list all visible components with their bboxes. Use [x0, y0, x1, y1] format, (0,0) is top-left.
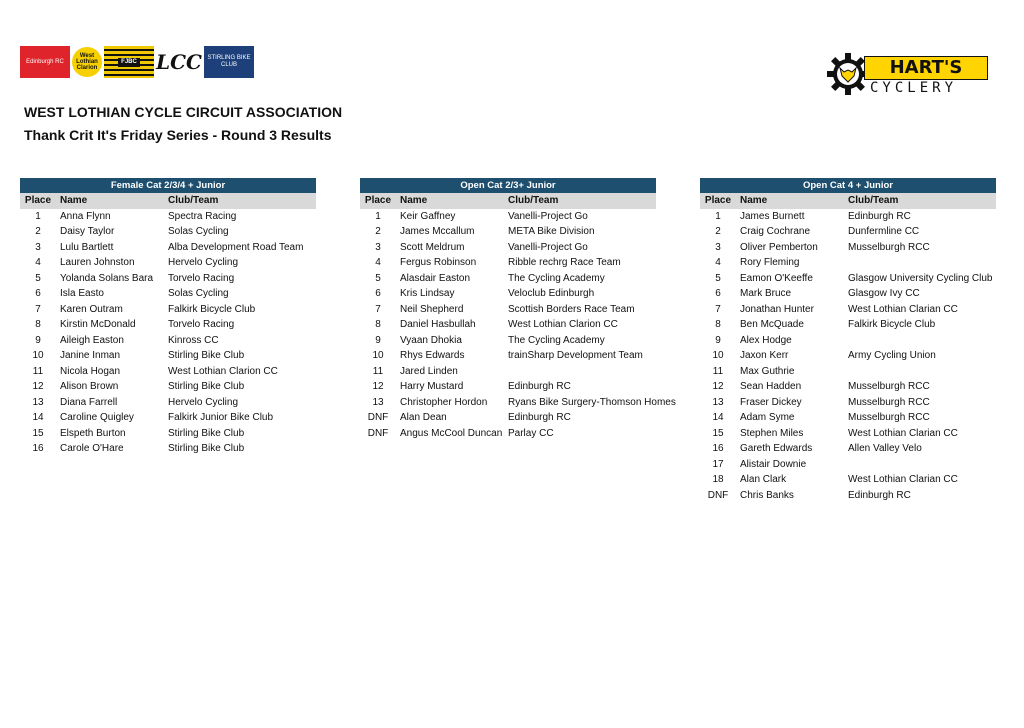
table-row	[360, 426, 656, 442]
row-club: Falkirk Bicycle Club	[848, 319, 936, 330]
row-name: Caroline Quigley	[60, 412, 134, 423]
stirling-bike-club-logo	[204, 46, 254, 78]
row-club: Musselburgh RCC	[848, 412, 930, 423]
row-club: The Cycling Academy	[508, 334, 605, 346]
row-name: Gareth Edwards	[740, 443, 813, 454]
row-place: 11	[32, 365, 44, 377]
row-place: 18	[712, 474, 724, 485]
table-row	[700, 488, 996, 504]
row-name: Nicola Hogan	[60, 365, 121, 377]
row-club: Edinburgh RC	[508, 412, 571, 423]
row-name: Vyaan Dhokia	[400, 334, 462, 346]
row-place: 6	[35, 288, 41, 299]
table-title: Female Cat 2/3/4 + Junior	[20, 178, 316, 193]
table-row	[20, 209, 316, 225]
table-row	[700, 364, 996, 380]
row-club: Stirling Bike Club	[168, 427, 245, 439]
column-header-club: Club/Team	[508, 195, 559, 206]
row-club: Ryans Bike Surgery-Thomson Homes	[508, 396, 676, 408]
row-club: Edinburgh RC	[848, 210, 911, 222]
table-row	[360, 255, 656, 271]
row-place: 3	[715, 241, 721, 253]
row-place: 12	[372, 381, 384, 392]
table-row	[20, 224, 316, 240]
table-row	[20, 333, 316, 349]
row-club: West Lothian Clarian CC	[848, 474, 958, 485]
row-name: Alison Brown	[60, 381, 119, 392]
column-header-name: Name	[740, 195, 768, 206]
table-row	[700, 410, 996, 426]
row-name: Kris Lindsay	[400, 288, 455, 299]
row-place: 5	[35, 272, 41, 284]
column-header-place: Place	[704, 195, 732, 206]
table-row	[700, 209, 996, 225]
row-place: 1	[35, 210, 41, 222]
row-place: 10	[372, 350, 384, 361]
row-place: 16	[32, 443, 44, 454]
row-name: Jared Linden	[400, 365, 458, 377]
table-row	[360, 379, 656, 395]
table-title: Open Cat 2/3+ Junior	[360, 178, 656, 193]
table-row	[700, 271, 996, 287]
table-row	[20, 395, 316, 411]
row-name: Elspeth Burton	[60, 427, 126, 439]
table-row	[360, 364, 656, 380]
table-row	[20, 271, 316, 287]
page-subtitle: Thank Crit It's Friday Series - Round 3 Results	[24, 127, 332, 143]
row-name: Lulu Bartlett	[60, 241, 114, 253]
row-place: 12	[32, 381, 44, 392]
table-row	[360, 395, 676, 411]
row-name: Neil Shepherd	[400, 303, 464, 315]
row-name: Diana Farrell	[60, 396, 118, 408]
west-lothian-clarion-logo-text: West Lothian Clarion	[76, 53, 98, 71]
row-name: Rhys Edwards	[400, 350, 465, 361]
fjbc-logo	[104, 46, 154, 78]
table-row	[700, 240, 996, 256]
stirling-bike-club-logo-text: STIRLING BIKE CLUB	[207, 55, 251, 68]
row-place: 2	[35, 226, 41, 237]
row-place: 4	[35, 257, 41, 268]
row-name: Rory Fleming	[740, 257, 800, 268]
results-table-open-cat-23-junior	[360, 178, 676, 441]
row-place: 12	[712, 381, 724, 392]
edinburgh-rc-logo-text: Edinburgh RC	[26, 58, 64, 65]
table-row	[700, 457, 996, 473]
table-row	[700, 379, 996, 395]
row-club: West Lothian Clarion CC	[508, 319, 618, 330]
row-club: Vanelli-Project Go	[508, 241, 588, 253]
row-name: Aileigh Easton	[60, 334, 124, 346]
row-place: 8	[35, 319, 41, 330]
table-column-headers	[20, 193, 316, 209]
row-place: 14	[712, 412, 724, 423]
row-place: 2	[715, 226, 721, 237]
row-club: Vanelli-Project Go	[508, 210, 588, 222]
row-name: Scott Meldrum	[400, 241, 465, 253]
table-row	[360, 333, 656, 349]
table-row	[700, 302, 996, 318]
harts-brand-name: HART'S	[864, 56, 988, 80]
sponsor-logos	[20, 46, 254, 78]
row-place: 4	[715, 257, 721, 268]
row-name: Jaxon Kerr	[740, 350, 789, 361]
west-lothian-clarion-logo	[70, 46, 104, 78]
row-name: Alan Dean	[400, 412, 447, 423]
row-place: 6	[375, 288, 381, 299]
row-name: Max Guthrie	[740, 365, 795, 377]
table-row	[360, 286, 656, 302]
lcc-logo-text: LCC	[156, 49, 202, 74]
row-name: Ben McQuade	[740, 319, 804, 330]
row-club: West Lothian Clarian CC	[848, 303, 958, 315]
row-name: James Mccallum	[400, 226, 475, 237]
row-name: Daniel Hasbullah	[400, 319, 476, 330]
row-name: Christopher Hordon	[400, 396, 488, 408]
row-name: Daisy Taylor	[60, 226, 115, 237]
row-place: 7	[375, 303, 381, 315]
row-place: 10	[712, 350, 724, 361]
row-name: Kirstin McDonald	[60, 319, 136, 330]
row-name: Janine Inman	[60, 350, 121, 361]
table-row	[360, 317, 656, 333]
row-club: Edinburgh RC	[848, 489, 911, 501]
row-club: Edinburgh RC	[508, 381, 571, 392]
row-place: 9	[35, 334, 41, 346]
row-club: Ribble rechrg Race Team	[508, 257, 621, 268]
table-column-headers	[700, 193, 996, 209]
row-place: 13	[372, 396, 384, 408]
table-title: Open Cat 4 + Junior	[700, 178, 996, 193]
row-club: Glasgow University Cycling Club	[848, 272, 993, 284]
row-club: Hervelo Cycling	[168, 396, 239, 408]
results-table-female-cat-234-junior	[20, 178, 316, 457]
row-name: Mark Bruce	[740, 288, 792, 299]
row-club: trainSharp Development Team	[508, 350, 643, 361]
row-club: Stirling Bike Club	[168, 350, 245, 361]
row-club: Parlay CC	[508, 427, 554, 439]
table-row	[700, 348, 996, 364]
row-place: 13	[32, 396, 44, 408]
row-name: Alex Hodge	[740, 334, 792, 346]
row-place: DNF	[367, 412, 389, 423]
column-header-club: Club/Team	[848, 195, 899, 206]
row-place: 6	[715, 288, 721, 299]
table-row	[700, 472, 996, 488]
row-club: Musselburgh RCC	[848, 381, 930, 392]
table-row	[20, 348, 316, 364]
row-club: Dunfermline CC	[848, 226, 920, 237]
table-row	[20, 426, 316, 442]
row-place: 11	[712, 365, 724, 377]
table-row	[700, 255, 996, 271]
row-name: Keir Gaffney	[400, 210, 456, 222]
row-club	[848, 457, 996, 473]
row-club: West Lothian Clarian CC	[848, 427, 958, 439]
row-club: Solas Cycling	[168, 288, 229, 299]
row-place: 4	[375, 257, 381, 268]
row-name: Harry Mustard	[400, 381, 464, 392]
row-name: Craig Cochrane	[740, 226, 811, 237]
row-name: Angus McCool Duncan	[400, 427, 503, 439]
row-place: 1	[715, 210, 721, 222]
row-name: Chris Banks	[740, 489, 794, 501]
row-club	[508, 364, 656, 380]
row-name: Fraser Dickey	[740, 396, 802, 408]
row-place: DNF	[707, 489, 729, 501]
row-name: Adam Syme	[740, 412, 795, 423]
row-place: 7	[715, 303, 721, 315]
row-club: Stirling Bike Club	[168, 381, 245, 392]
row-name: Isla Easto	[60, 288, 104, 299]
row-club: Falkirk Junior Bike Club	[168, 412, 274, 423]
row-club: Musselburgh RCC	[848, 241, 930, 253]
row-place: DNF	[367, 427, 389, 439]
row-club: META Bike Division	[508, 226, 595, 237]
row-place: 8	[715, 319, 721, 330]
table-row	[20, 379, 316, 395]
row-name: Eamon O'Keeffe	[740, 272, 813, 284]
row-club: Falkirk Bicycle Club	[168, 303, 256, 315]
table-row	[360, 348, 656, 364]
row-place: 16	[712, 443, 724, 454]
row-place: 3	[375, 241, 381, 253]
row-name: Carole O'Hare	[60, 443, 124, 454]
table-row	[20, 286, 316, 302]
row-place: 17	[712, 458, 724, 470]
row-club: West Lothian Clarion CC	[168, 365, 278, 377]
row-place: 9	[715, 334, 721, 346]
row-club	[848, 364, 996, 380]
table-row	[360, 271, 656, 287]
table-row	[20, 410, 316, 426]
table-row	[700, 317, 996, 333]
row-club: Army Cycling Union	[848, 350, 936, 361]
lcc-logo	[154, 46, 204, 78]
page-title: WEST LOTHIAN CYCLE CIRCUIT ASSOCIATION	[24, 104, 343, 120]
column-header-place: Place	[364, 195, 392, 206]
harts-brand-sub: CYCLERY	[870, 80, 958, 96]
table-row	[360, 410, 656, 426]
row-place: 10	[32, 350, 44, 361]
row-club: Solas Cycling	[168, 226, 229, 237]
table-row	[20, 441, 316, 457]
row-name: Sean Hadden	[740, 381, 802, 392]
table-row	[700, 333, 996, 349]
row-name: Alasdair Easton	[400, 272, 471, 284]
table-row	[700, 426, 996, 442]
row-name: Oliver Pemberton	[740, 241, 818, 253]
row-club: Musselburgh RCC	[848, 396, 930, 408]
table-column-headers	[360, 193, 656, 209]
row-name: Karen Outram	[60, 303, 123, 315]
row-name: Stephen Miles	[740, 427, 804, 439]
row-club: Alba Development Road Team	[168, 241, 304, 253]
results-table-open-cat-4-junior	[700, 178, 996, 503]
row-club: Allen Valley Velo	[848, 443, 922, 454]
row-place: 13	[712, 396, 724, 408]
row-place: 15	[712, 427, 724, 439]
row-club: Stirling Bike Club	[168, 443, 245, 454]
row-club: Veloclub Edinburgh	[508, 288, 595, 299]
row-name: Yolanda Solans Bara	[60, 272, 154, 284]
row-place: 5	[375, 272, 381, 284]
row-place: 5	[715, 272, 721, 284]
row-name: Anna Flynn	[60, 210, 111, 222]
row-club: Hervelo Cycling	[168, 257, 239, 268]
table-row	[700, 224, 996, 240]
row-name: Jonathan Hunter	[740, 303, 814, 315]
table-row	[360, 224, 656, 240]
row-club: Torvelo Racing	[168, 319, 235, 330]
row-place: 9	[375, 334, 381, 346]
row-club	[848, 255, 996, 271]
column-header-place: Place	[24, 195, 52, 206]
row-place: 2	[375, 226, 381, 237]
table-row	[360, 302, 656, 318]
table-row	[700, 441, 996, 457]
table-row	[360, 240, 656, 256]
table-row	[20, 302, 316, 318]
harts-cyclery-logo	[826, 52, 986, 100]
row-place: 1	[375, 210, 381, 222]
row-club	[848, 333, 996, 349]
fjbc-logo-text: FJBC	[118, 58, 140, 67]
row-club: Spectra Racing	[168, 210, 237, 222]
edinburgh-rc-logo	[20, 46, 70, 78]
column-header-club: Club/Team	[168, 195, 219, 206]
row-club: Scottish Borders Race Team	[508, 303, 635, 315]
row-place: 3	[35, 241, 41, 253]
table-row	[700, 286, 996, 302]
row-name: Lauren Johnston	[60, 257, 135, 268]
row-name: Alan Clark	[740, 474, 787, 485]
column-header-name: Name	[60, 195, 88, 206]
row-name: Fergus Robinson	[400, 257, 477, 268]
table-row	[20, 317, 316, 333]
row-place: 14	[32, 412, 44, 423]
row-club: The Cycling Academy	[508, 272, 605, 284]
table-row	[700, 395, 996, 411]
column-header-name: Name	[400, 195, 428, 206]
table-row	[20, 364, 316, 380]
row-place: 8	[375, 319, 381, 330]
row-place: 7	[35, 303, 41, 315]
row-club: Glasgow Ivy CC	[848, 288, 920, 299]
row-club: Kinross CC	[168, 334, 219, 346]
table-row	[20, 255, 316, 271]
row-name: Alistair Downie	[740, 458, 807, 470]
table-row	[20, 240, 316, 256]
row-club: Torvelo Racing	[168, 272, 235, 284]
row-name: James Burnett	[740, 210, 805, 222]
table-row	[360, 209, 656, 225]
row-place: 11	[372, 365, 384, 377]
row-place: 15	[32, 427, 44, 439]
